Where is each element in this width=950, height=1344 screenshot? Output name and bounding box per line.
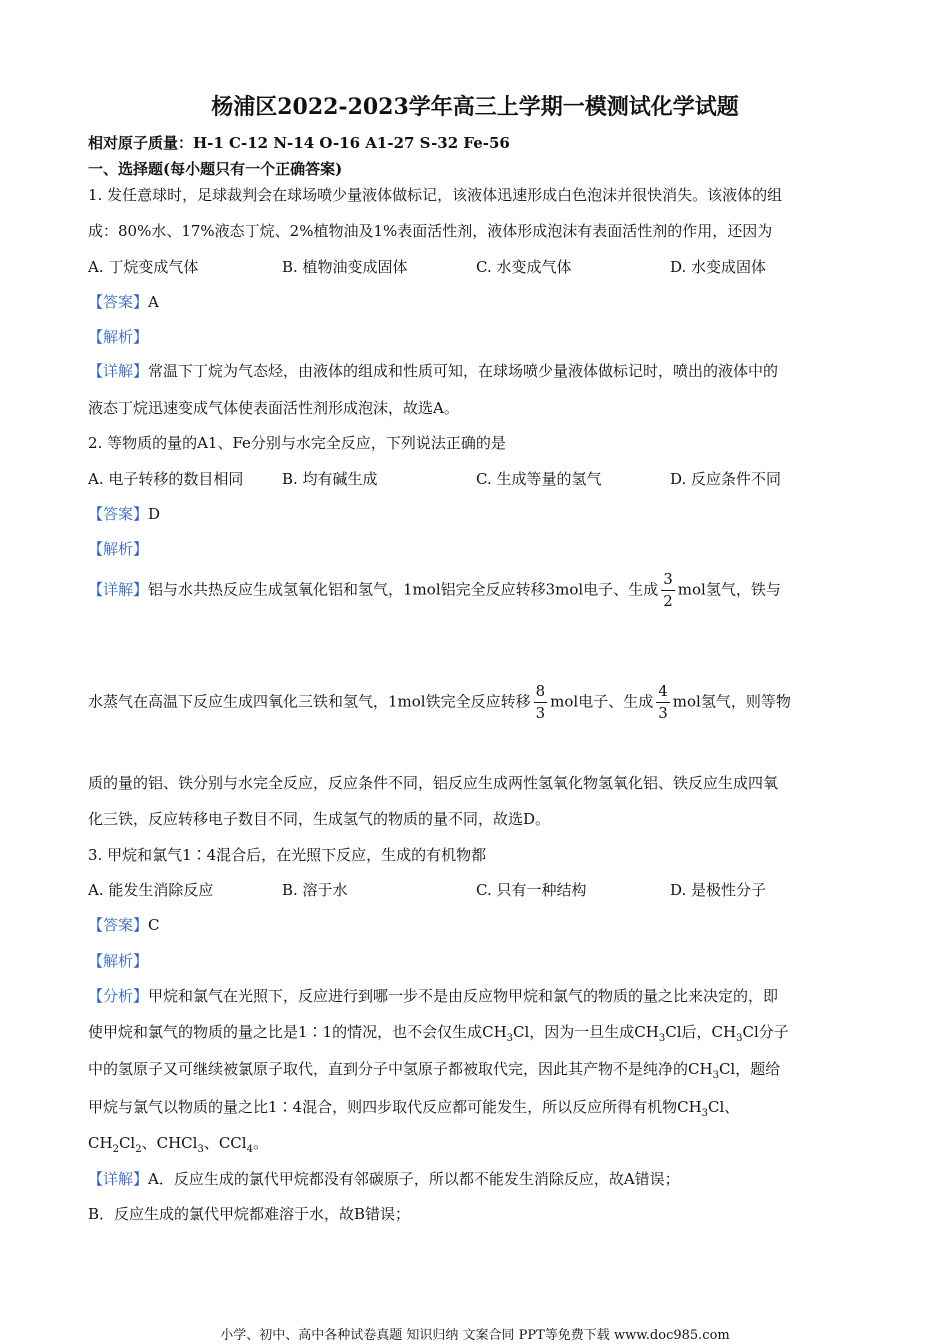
q1-stem-line2: 成：80%水、17%液态丁烷、2%植物油及1%表面活性剂，液体形成泡沫有表面活性剂的作用，还因为 (88, 222, 773, 240)
q3-fenxi-line5: $CH_2Cl_2$、CHCl$_3$、CCl$_4$。 (88, 1134, 268, 1155)
q3-detail-line1: 【详解】A．反应生成的氯代甲烷都没有邻碳原子，所以都不能发生消除反应，故A错误； (88, 1170, 680, 1188)
q3-stem: 3. 甲烷和氯气1∶4混合后，在光照下反应，生成的有机物都 (88, 846, 487, 864)
q2-option-b: B. 均有碱生成 (282, 470, 378, 488)
q2-analysis-tag: 【解析】 (88, 540, 149, 558)
q3-fenxi-line4: 甲烷与氯气以物质的量之比1∶4混合，则四步取代反应都可能发生，所以反应所得有机物$CH_3Cl$、 (88, 1098, 740, 1119)
q3-option-c: C. 只有一种结构 (476, 881, 587, 899)
atomic-mass-line: 相对原子质量：H-1 C-12 N-14 O-16 A1-27 S-32 Fe-56 (88, 134, 510, 152)
fraction-4-3: $\frac{4}{3}$ (658, 682, 668, 722)
fraction-3-2: $\frac{3}{2}$ (663, 570, 673, 610)
q2-stem: 2. 等物质的量的A1、Fe分别与水完全反应，下列说法正确的是 (88, 434, 506, 452)
q1-option-c: C. 水变成气体 (476, 258, 572, 276)
q3-fenxi-line1: 【分析】甲烷和氯气在光照下，反应进行到哪一步不是由反应物甲烷和氯气的物质的量之比来决定的，即 (88, 987, 779, 1005)
q3-option-a: A. 能发生消除反应 (88, 881, 214, 899)
q2-detail-line4: 化三铁，反应转移电子数目不同，生成氢气的物质的量不同，故选D。 (88, 810, 551, 828)
q2-detail-line2: 水蒸气在高温下反应生成四氧化三铁和氢气，1mol铁完全反应转移 $\frac{8}{3}$ mol电子、生成 $\frac{4}{3}$ mol氢气，则等物 (88, 682, 791, 722)
q1-option-d: D. 水变成固体 (670, 258, 767, 276)
q1-option-a: A. 丁烷变成气体 (88, 258, 199, 276)
q1-answer: 【答案】A (88, 293, 159, 311)
q1-option-b: B. 植物油变成固体 (282, 258, 408, 276)
q2-option-c: C. 生成等量的氢气 (476, 470, 602, 488)
q3-option-b: B. 溶于水 (282, 881, 348, 899)
q3-fenxi-line2: 使甲烷和氯气的物质的量之比是1∶1的情况，也不会仅生成$CH_3Cl$，因为一旦生成$CH_3Cl$后，$CH_3Cl$分子 (88, 1023, 789, 1044)
q3-answer: 【答案】C (88, 916, 160, 934)
q2-answer: 【答案】D (88, 505, 161, 523)
q1-detail-line1: 【详解】常温下丁烷为气态烃，由液体的组成和性质可知，在球场喷少量液体做标记时，喷出的液体中的 (88, 362, 779, 380)
q1-detail-line2: 液态丁烷迅速变成气体使表面活性剂形成泡沫，故选A。 (88, 399, 459, 417)
q1-stem-line1: 1. 发任意球时，足球裁判会在球场喷少量液体做标记，该液体迅速形成白色泡沫并很快消失。该液体的组 (88, 186, 783, 204)
q3-fenxi-line3: 中的氢原子又可继续被氯原子取代，直到分子中氢原子都被取代完，因此其产物不是纯净的$CH_3Cl$，题给 (88, 1060, 781, 1081)
q2-option-a: A. 电子转移的数目相同 (88, 470, 244, 488)
q2-option-d: D. 反应条件不同 (670, 470, 782, 488)
page-title: 杨浦区2022-2023学年高三上学期一模测试化学试题 (211, 94, 739, 120)
fraction-8-3: $\frac{8}{3}$ (535, 682, 546, 722)
q3-analysis-tag: 【解析】 (88, 952, 149, 970)
q1-analysis-tag: 【解析】 (88, 328, 149, 346)
q3-option-d: D. 是极性分子 (670, 881, 767, 899)
q3-detail-line2: B．反应生成的氯代甲烷都难溶于水，故B错误； (88, 1205, 411, 1223)
q2-detail-line1: 【详解】铝与水共热反应生成氢氧化铝和氢气，1mol铝完全反应转移3mol电子、生成 $\frac{3}{2}$ mol氢气，铁与 (88, 570, 781, 610)
section-heading: 一、选择题(每小题只有一个正确答案) (88, 160, 343, 178)
q2-detail-line3: 质的量的铝、铁分别与水完全反应，反应条件不同，铝反应生成两性氢氧化物氢氧化铝、铁反应生成四氧 (88, 774, 779, 792)
page-footer: 小学、初中、高中各种试卷真题 知识归纳 文案合同 PPT等免费下载 www.doc985.com (220, 1328, 730, 1343)
